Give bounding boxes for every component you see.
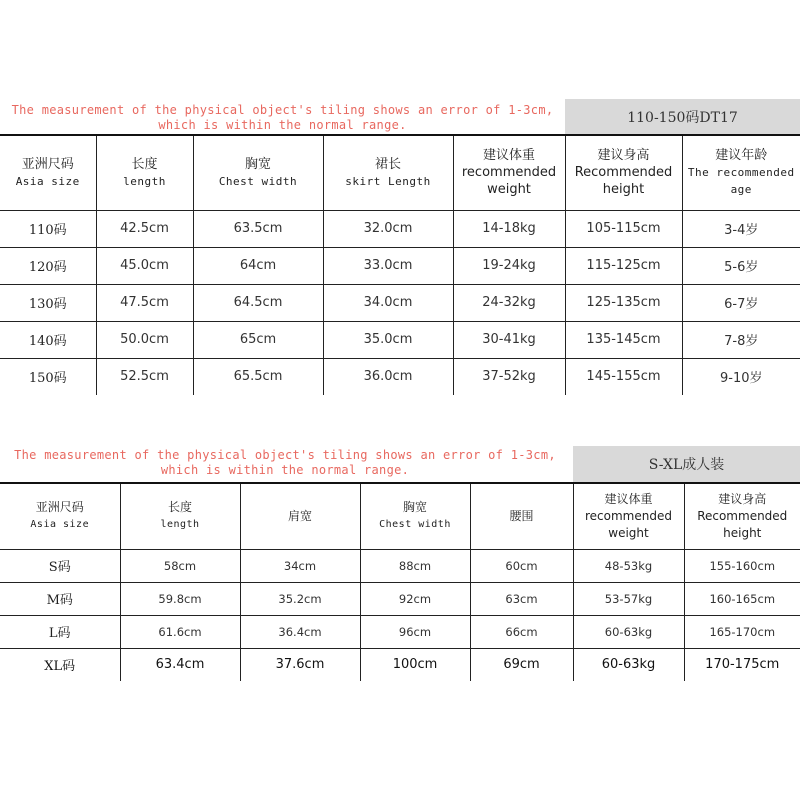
table-row xyxy=(0,210,800,247)
cell-weight: 53-57kg xyxy=(573,582,684,615)
table-row xyxy=(0,582,800,615)
cell-age: 6-7岁 xyxy=(682,284,800,321)
cell-skirt-length: 35.0cm xyxy=(323,321,453,358)
header-zh: 长度 xyxy=(131,156,158,172)
cell-shoulder-width: 34cm xyxy=(240,549,360,582)
cell-asia-size: L码 xyxy=(0,615,120,648)
cell-weight: 48-53kg xyxy=(573,549,684,582)
table-row xyxy=(0,358,800,395)
col-header-asia-size xyxy=(0,135,96,210)
cell-age: 5-6岁 xyxy=(682,247,800,284)
cell-chest-width: 64cm xyxy=(193,247,323,284)
col-header-length xyxy=(96,135,193,210)
measurement-note xyxy=(0,448,570,478)
size-range-tag: 110-150码DT17 xyxy=(565,99,800,134)
cell-height: 155-160cm xyxy=(684,549,800,582)
cell-skirt-length: 34.0cm xyxy=(323,284,453,321)
header-en: length xyxy=(160,519,200,531)
header-en: age xyxy=(730,183,752,197)
header-zh: 建议年龄 xyxy=(715,148,768,164)
header-zh: 裙长 xyxy=(374,156,401,172)
cell-skirt-length: 36.0cm xyxy=(323,358,453,395)
cell-skirt-length: 33.0cm xyxy=(323,247,453,284)
cell-shoulder-width: 36.4cm xyxy=(240,615,360,648)
cell-chest-width: 65cm xyxy=(193,321,323,358)
cell-chest-width: 100cm xyxy=(360,648,470,681)
cell-chest-width: 63.5cm xyxy=(193,210,323,247)
cell-asia-size: 110码 xyxy=(0,210,96,247)
col-header-asia-size xyxy=(0,483,120,549)
header-en: height xyxy=(602,182,645,198)
header-zh: 建议身高 xyxy=(718,491,767,506)
header-en: Recommended xyxy=(697,508,788,523)
cell-chest-width: 64.5cm xyxy=(193,284,323,321)
header-zh: 胸宽 xyxy=(402,500,427,515)
header-zh: 亚洲尺码 xyxy=(21,156,74,172)
cell-height: 165-170cm xyxy=(684,615,800,648)
header-en: Chest width xyxy=(379,519,451,531)
col-header-length xyxy=(120,483,240,549)
table-header-row xyxy=(0,483,800,549)
cell-length: 52.5cm xyxy=(96,358,193,395)
header-en: Chest width xyxy=(218,174,298,188)
col-header-chest-width xyxy=(193,135,323,210)
header-zh: 腰围 xyxy=(509,508,534,523)
header-en: height xyxy=(723,525,762,540)
col-header-recommended-age xyxy=(682,135,800,210)
cell-chest-width: 88cm xyxy=(360,549,470,582)
header-zh: 建议体重 xyxy=(482,148,535,164)
table-row xyxy=(0,284,800,321)
col-header-skirt-length xyxy=(323,135,453,210)
header-en: recommended xyxy=(461,165,557,181)
cell-weight: 60-63kg xyxy=(573,615,684,648)
col-header-recommended-weight xyxy=(453,135,565,210)
cell-asia-size: S码 xyxy=(0,549,120,582)
cell-length: 58cm xyxy=(120,549,240,582)
cell-chest-width: 96cm xyxy=(360,615,470,648)
cell-chest-width: 65.5cm xyxy=(193,358,323,395)
note-line-2: which is within the normal range. xyxy=(160,463,410,477)
header-en: weight xyxy=(487,182,531,198)
cell-waist: 66cm xyxy=(470,615,573,648)
cell-waist: 60cm xyxy=(470,549,573,582)
cell-length: 63.4cm xyxy=(120,648,240,681)
cell-skirt-length: 32.0cm xyxy=(323,210,453,247)
cell-length: 50.0cm xyxy=(96,321,193,358)
cell-age: 9-10岁 xyxy=(682,358,800,395)
cell-weight: 30-41kg xyxy=(453,321,565,358)
note-line-1: The measurement of the physical object's tiling shows an error of 1-3cm, xyxy=(14,448,556,462)
header-en: Recommended xyxy=(574,165,673,181)
cell-asia-size: 120码 xyxy=(0,247,96,284)
cell-height: 170-175cm xyxy=(684,648,800,681)
cell-weight: 14-18kg xyxy=(453,210,565,247)
cell-height: 115-125cm xyxy=(565,247,682,284)
cell-shoulder-width: 37.6cm xyxy=(240,648,360,681)
measurement-note xyxy=(0,103,565,133)
size-table-kids xyxy=(0,134,800,395)
cell-asia-size: 130码 xyxy=(0,284,96,321)
table-row xyxy=(0,247,800,284)
cell-length: 59.8cm xyxy=(120,582,240,615)
cell-waist: 63cm xyxy=(470,582,573,615)
cell-height: 125-135cm xyxy=(565,284,682,321)
header-en: Asia size xyxy=(15,174,80,188)
table-row xyxy=(0,321,800,358)
header-zh: 长度 xyxy=(167,500,192,515)
cell-asia-size: XL码 xyxy=(0,648,120,681)
table-header-row xyxy=(0,135,800,210)
header-zh: 建议身高 xyxy=(597,148,650,164)
cell-asia-size: M码 xyxy=(0,582,120,615)
cell-weight: 60-63kg xyxy=(573,648,684,681)
cell-length: 47.5cm xyxy=(96,284,193,321)
header-en: Asia size xyxy=(30,519,90,531)
cell-height: 145-155cm xyxy=(565,358,682,395)
cell-chest-width: 92cm xyxy=(360,582,470,615)
col-header-shoulder-width xyxy=(240,483,360,549)
table-row xyxy=(0,648,800,681)
header-en: recommended xyxy=(585,508,672,523)
cell-weight: 19-24kg xyxy=(453,247,565,284)
header-en: skirt Length xyxy=(345,174,431,188)
col-header-recommended-weight xyxy=(573,483,684,549)
header-en: weight xyxy=(608,525,649,540)
cell-length: 45.0cm xyxy=(96,247,193,284)
size-table-adult xyxy=(0,482,800,681)
size-chart-adult xyxy=(0,400,800,800)
header-en: length xyxy=(123,174,166,188)
table-row xyxy=(0,615,800,648)
header-zh: 亚洲尺码 xyxy=(35,500,84,515)
col-header-recommended-height xyxy=(684,483,800,549)
cell-asia-size: 150码 xyxy=(0,358,96,395)
size-range-tag: S-XL成人装 xyxy=(573,446,800,482)
header-en: The recommended xyxy=(687,166,795,180)
col-header-chest-width xyxy=(360,483,470,549)
cell-height: 160-165cm xyxy=(684,582,800,615)
header-zh: 肩宽 xyxy=(287,508,312,523)
col-header-waist xyxy=(470,483,573,549)
cell-height: 105-115cm xyxy=(565,210,682,247)
note-line-2: which is within the normal range. xyxy=(158,118,407,132)
cell-waist: 69cm xyxy=(470,648,573,681)
cell-shoulder-width: 35.2cm xyxy=(240,582,360,615)
cell-asia-size: 140码 xyxy=(0,321,96,358)
table-row xyxy=(0,549,800,582)
header-zh: 建议体重 xyxy=(604,491,653,506)
header-zh: 胸宽 xyxy=(244,156,271,172)
cell-weight: 24-32kg xyxy=(453,284,565,321)
cell-length: 42.5cm xyxy=(96,210,193,247)
cell-age: 3-4岁 xyxy=(682,210,800,247)
cell-weight: 37-52kg xyxy=(453,358,565,395)
cell-age: 7-8岁 xyxy=(682,321,800,358)
note-line-1: The measurement of the physical object's tiling shows an error of 1-3cm, xyxy=(11,103,554,117)
col-header-recommended-height xyxy=(565,135,682,210)
cell-height: 135-145cm xyxy=(565,321,682,358)
cell-length: 61.6cm xyxy=(120,615,240,648)
